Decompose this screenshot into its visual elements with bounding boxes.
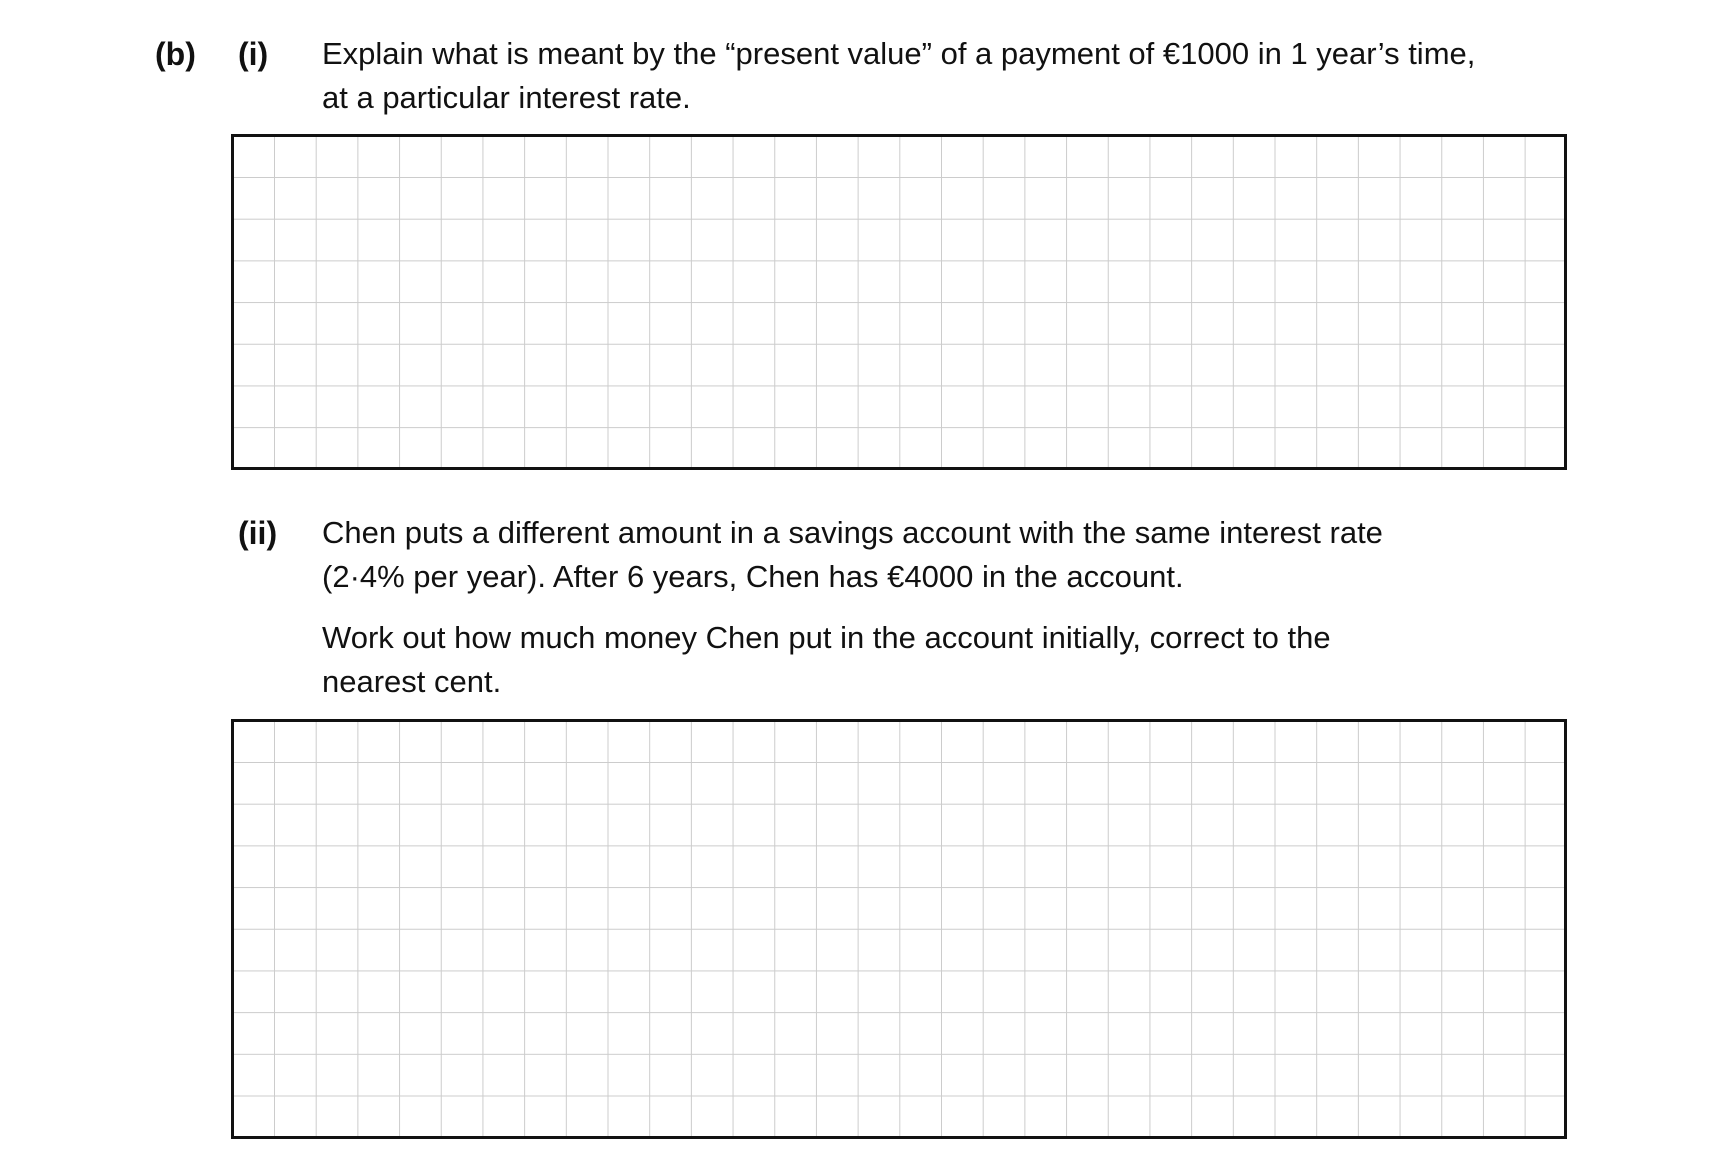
instruction-text-ii-line-2: nearest cent. (322, 664, 502, 699)
question-text-ii-line-2: (2·4% per year). After 6 years, Chen has €4000 in the account. (322, 559, 1184, 594)
answer-box-i[interactable] (231, 134, 1567, 470)
answer-box-ii[interactable] (231, 719, 1567, 1139)
question-text-ii-line-1: Chen puts a different amount in a savings account with the same interest rate (322, 515, 1383, 550)
subpart-label-i: (i) (238, 36, 269, 72)
question-text-i-line-1: Explain what is meant by the “present value” of a payment of €1000 in 1 year’s time, (322, 36, 1476, 71)
subpart-label-ii: (ii) (238, 515, 278, 551)
part-label-b: (b) (155, 36, 196, 72)
question-text-i-line-2: at a particular interest rate. (322, 80, 691, 115)
instruction-text-ii-line-1: Work out how much money Chen put in the account initially, correct to the (322, 620, 1331, 655)
